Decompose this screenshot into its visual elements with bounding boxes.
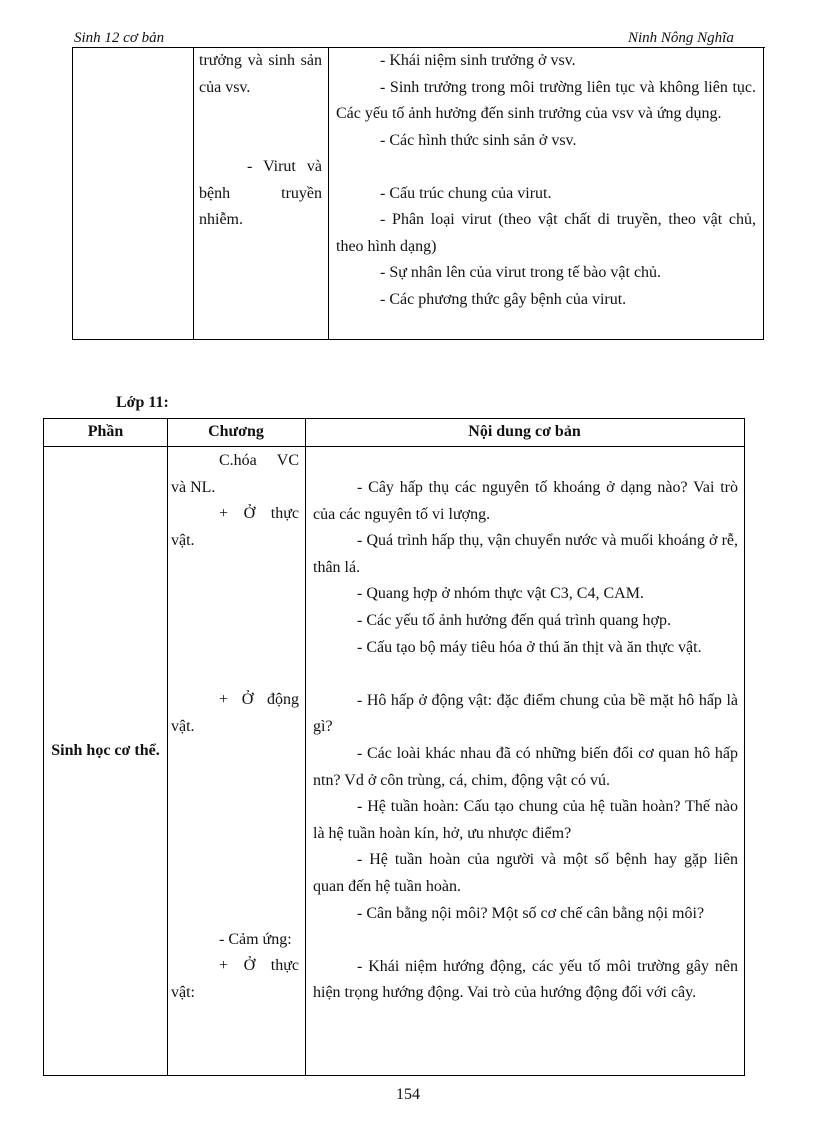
chapter-cell bbox=[199, 48, 322, 234]
content-line: - Hô hấp ở động vật: đặc điểm chung của bề mặt hô hấp là gì? bbox=[313, 691, 738, 736]
content-line: - Cây hấp thụ các nguyên tố khoáng ở dạng nào? Vai trò của các nguyên tố vi lượng. bbox=[313, 479, 738, 523]
column-divider bbox=[305, 419, 306, 1075]
chapter-line: + Ở động vật. bbox=[171, 691, 299, 735]
content-line: - Phân loại virut (theo vật chất di truyền, theo vật chủ, theo hình dạng) bbox=[336, 211, 756, 255]
header-left: Sinh 12 cơ bản bbox=[74, 30, 165, 46]
content-line: - Quang hợp ở nhóm thực vật C3, C4, CAM. bbox=[357, 585, 644, 603]
content-line: - Cấu tạo bộ máy tiêu hóa ở thú ăn thịt và ăn thực vật. bbox=[357, 638, 702, 656]
content-line: - Khái niệm hướng động, các yếu tố môi trường gây nên hiện trọng hướng động. Vai trò của hướng động đối với cây. bbox=[313, 957, 738, 1002]
page-number: 154 bbox=[396, 1086, 420, 1103]
grade-label: Lớp 11: bbox=[116, 394, 169, 411]
chapter-line: + Ở thực vật. bbox=[171, 505, 299, 549]
table-header-content: Nội dung cơ bản bbox=[468, 423, 581, 440]
chapter-line: trưởng và sinh sản của vsv. bbox=[199, 52, 322, 96]
part-label: Sinh học cơ thể. bbox=[51, 742, 160, 759]
chapter-line: - Virut và bệnh truyền nhiễm. bbox=[199, 158, 322, 228]
chapter-line: C.hóa VC và NL. bbox=[171, 452, 299, 496]
header-divider bbox=[44, 446, 744, 447]
chapter-line: + Ở thực vật: bbox=[171, 957, 299, 1001]
content-line: - Các yếu tố ảnh hưởng đến quá trình quang hợp. bbox=[357, 611, 671, 629]
content-line: - Cân bằng nội môi? Một số cơ chế cân bằng nội môi? bbox=[357, 904, 705, 922]
content-line: - Các hình thức sinh sản ở vsv. bbox=[380, 131, 577, 149]
content-line: - Sinh trưởng trong môi trường liên tục và không liên tục. Các yếu tố ảnh hưởng đến sinh trưởng của vsv và ứng dụng. bbox=[336, 78, 756, 122]
column-divider bbox=[167, 419, 168, 1075]
content-cell bbox=[313, 475, 738, 1007]
content-cell bbox=[336, 48, 756, 313]
content-line: - Hệ tuần hoàn của người và một số bệnh hay gặp liên quan đến hệ tuần hoàn. bbox=[313, 851, 738, 895]
column-divider bbox=[193, 48, 194, 339]
table-continuation bbox=[72, 48, 764, 340]
content-line: - Hệ tuần hoàn: Cấu tạo chung của hệ tuần hoàn? Thế nào là hệ tuần hoàn kín, hở, ưu nhược điểm? bbox=[313, 798, 738, 842]
content-line: - Khái niệm sinh trưởng ở vsv. bbox=[380, 52, 576, 69]
content-line: - Các loài khác nhau đã có những biến đổi cơ quan hô hấp ntn? Vd ở côn trùng, cá, chim, động vật có vú. bbox=[313, 744, 738, 789]
column-divider bbox=[328, 48, 329, 339]
content-line: - Quá trình hấp thụ, vận chuyển nước và muối khoáng ở rễ, thân lá. bbox=[313, 532, 738, 576]
header-right: Ninh Nông Nghĩa bbox=[628, 30, 734, 46]
chapter-line: - Cảm ứng: bbox=[219, 930, 292, 948]
chapter-cell bbox=[171, 448, 299, 1006]
table-header-part: Phần bbox=[87, 423, 124, 440]
content-line: - Các phương thức gây bệnh của virut. bbox=[380, 290, 627, 308]
content-line: - Cấu trúc chung của virut. bbox=[380, 184, 552, 202]
table-header-chapter: Chương bbox=[208, 423, 264, 440]
content-line: - Sự nhân lên của virut trong tế bào vật chủ. bbox=[380, 264, 662, 281]
curriculum-table bbox=[43, 418, 745, 1076]
